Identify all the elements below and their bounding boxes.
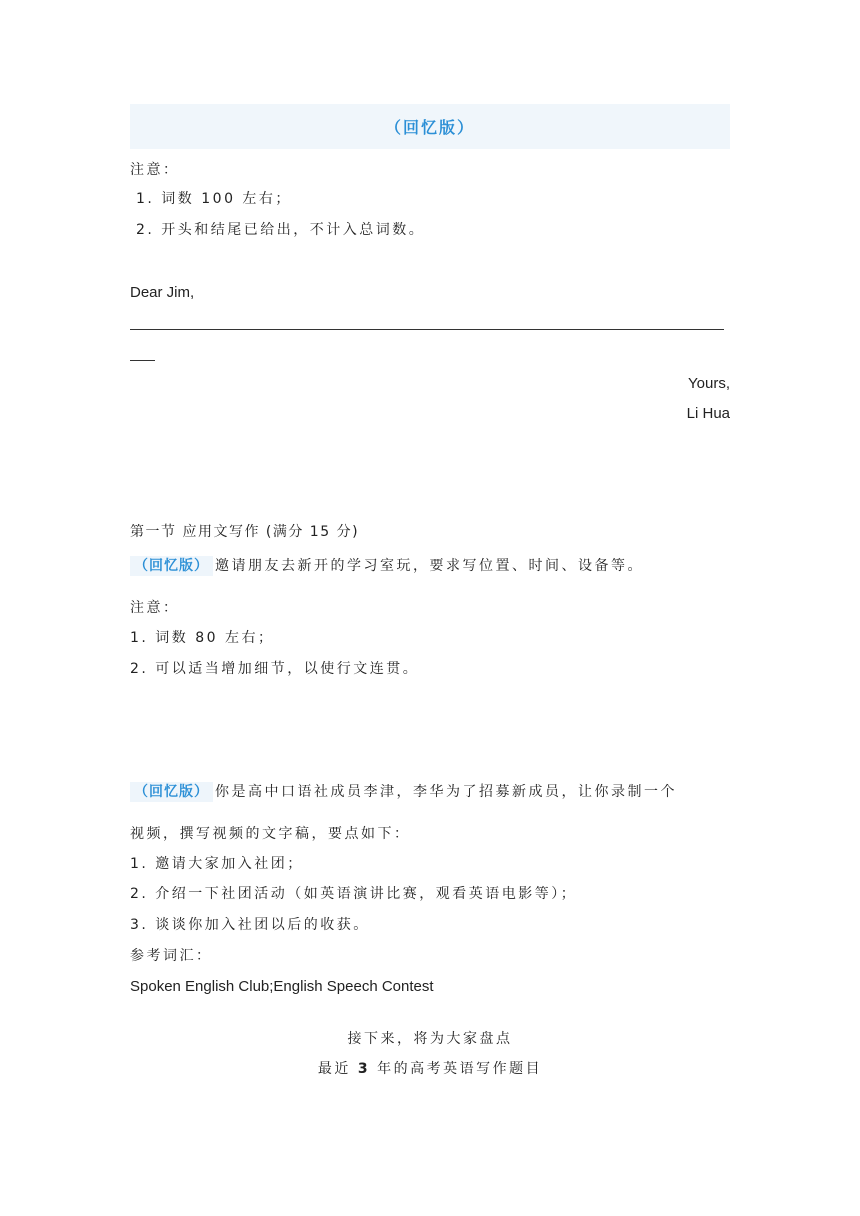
writing-line (130, 360, 155, 361)
prompt-text: 你是高中口语社成员李津，李华为了招募新成员，让你录制一个 (215, 784, 677, 800)
section-heading: 第一节 应用文写作 (满分 15 分) (130, 524, 360, 540)
footer-line-1: 接下来，将为大家盘点 (347, 1031, 513, 1047)
prompt-paragraph (130, 782, 677, 802)
prompt-text-cont: 视频，撰写视频的文字稿，要点如下： (130, 826, 411, 842)
point-item: 1. 邀请大家加入社团； (130, 856, 304, 872)
recall-tag: （回忆版） (130, 782, 213, 802)
note-item: 2. 开头和结尾已给出，不计入总词数。 (136, 222, 426, 238)
recall-banner (130, 104, 730, 149)
note-item: 2. 可以适当增加细节，以使行文连贯。 (130, 661, 420, 677)
vocab-text: Spoken English Club;English Speech Contest (130, 978, 434, 995)
footer-line-2 (0, 1060, 860, 1078)
letter-signature: Li Hua (686, 405, 730, 422)
letter-greeting: Dear Jim, (130, 284, 195, 301)
point-item: 2. 介绍一下社团活动（如英语演讲比赛，观看英语电影等）； (130, 886, 578, 902)
footer-number: 3 (357, 1061, 371, 1077)
point-item: 3. 谈谈你加入社团以后的收获。 (130, 917, 370, 933)
letter-closing: Yours, (688, 375, 730, 392)
note-title: 注意： (130, 162, 180, 178)
recall-tag: （回忆版） (130, 556, 213, 576)
vocab-title: 参考词汇： (130, 948, 213, 964)
footer-suffix: 年的高考英语写作题目 (370, 1061, 543, 1077)
recall-banner-label: （回忆版） (384, 118, 475, 137)
prompt-text: 邀请朋友去新开的学习室玩，要求写位置、时间、设备等。 (215, 558, 644, 574)
note-title: 注意： (130, 600, 180, 616)
footer-prefix: 最近 (317, 1061, 358, 1077)
note-item: 1. 词数 100 左右； (136, 191, 292, 207)
writing-line (130, 329, 724, 330)
note-item: 1. 词数 80 左右； (130, 630, 275, 646)
prompt-paragraph (130, 556, 644, 576)
